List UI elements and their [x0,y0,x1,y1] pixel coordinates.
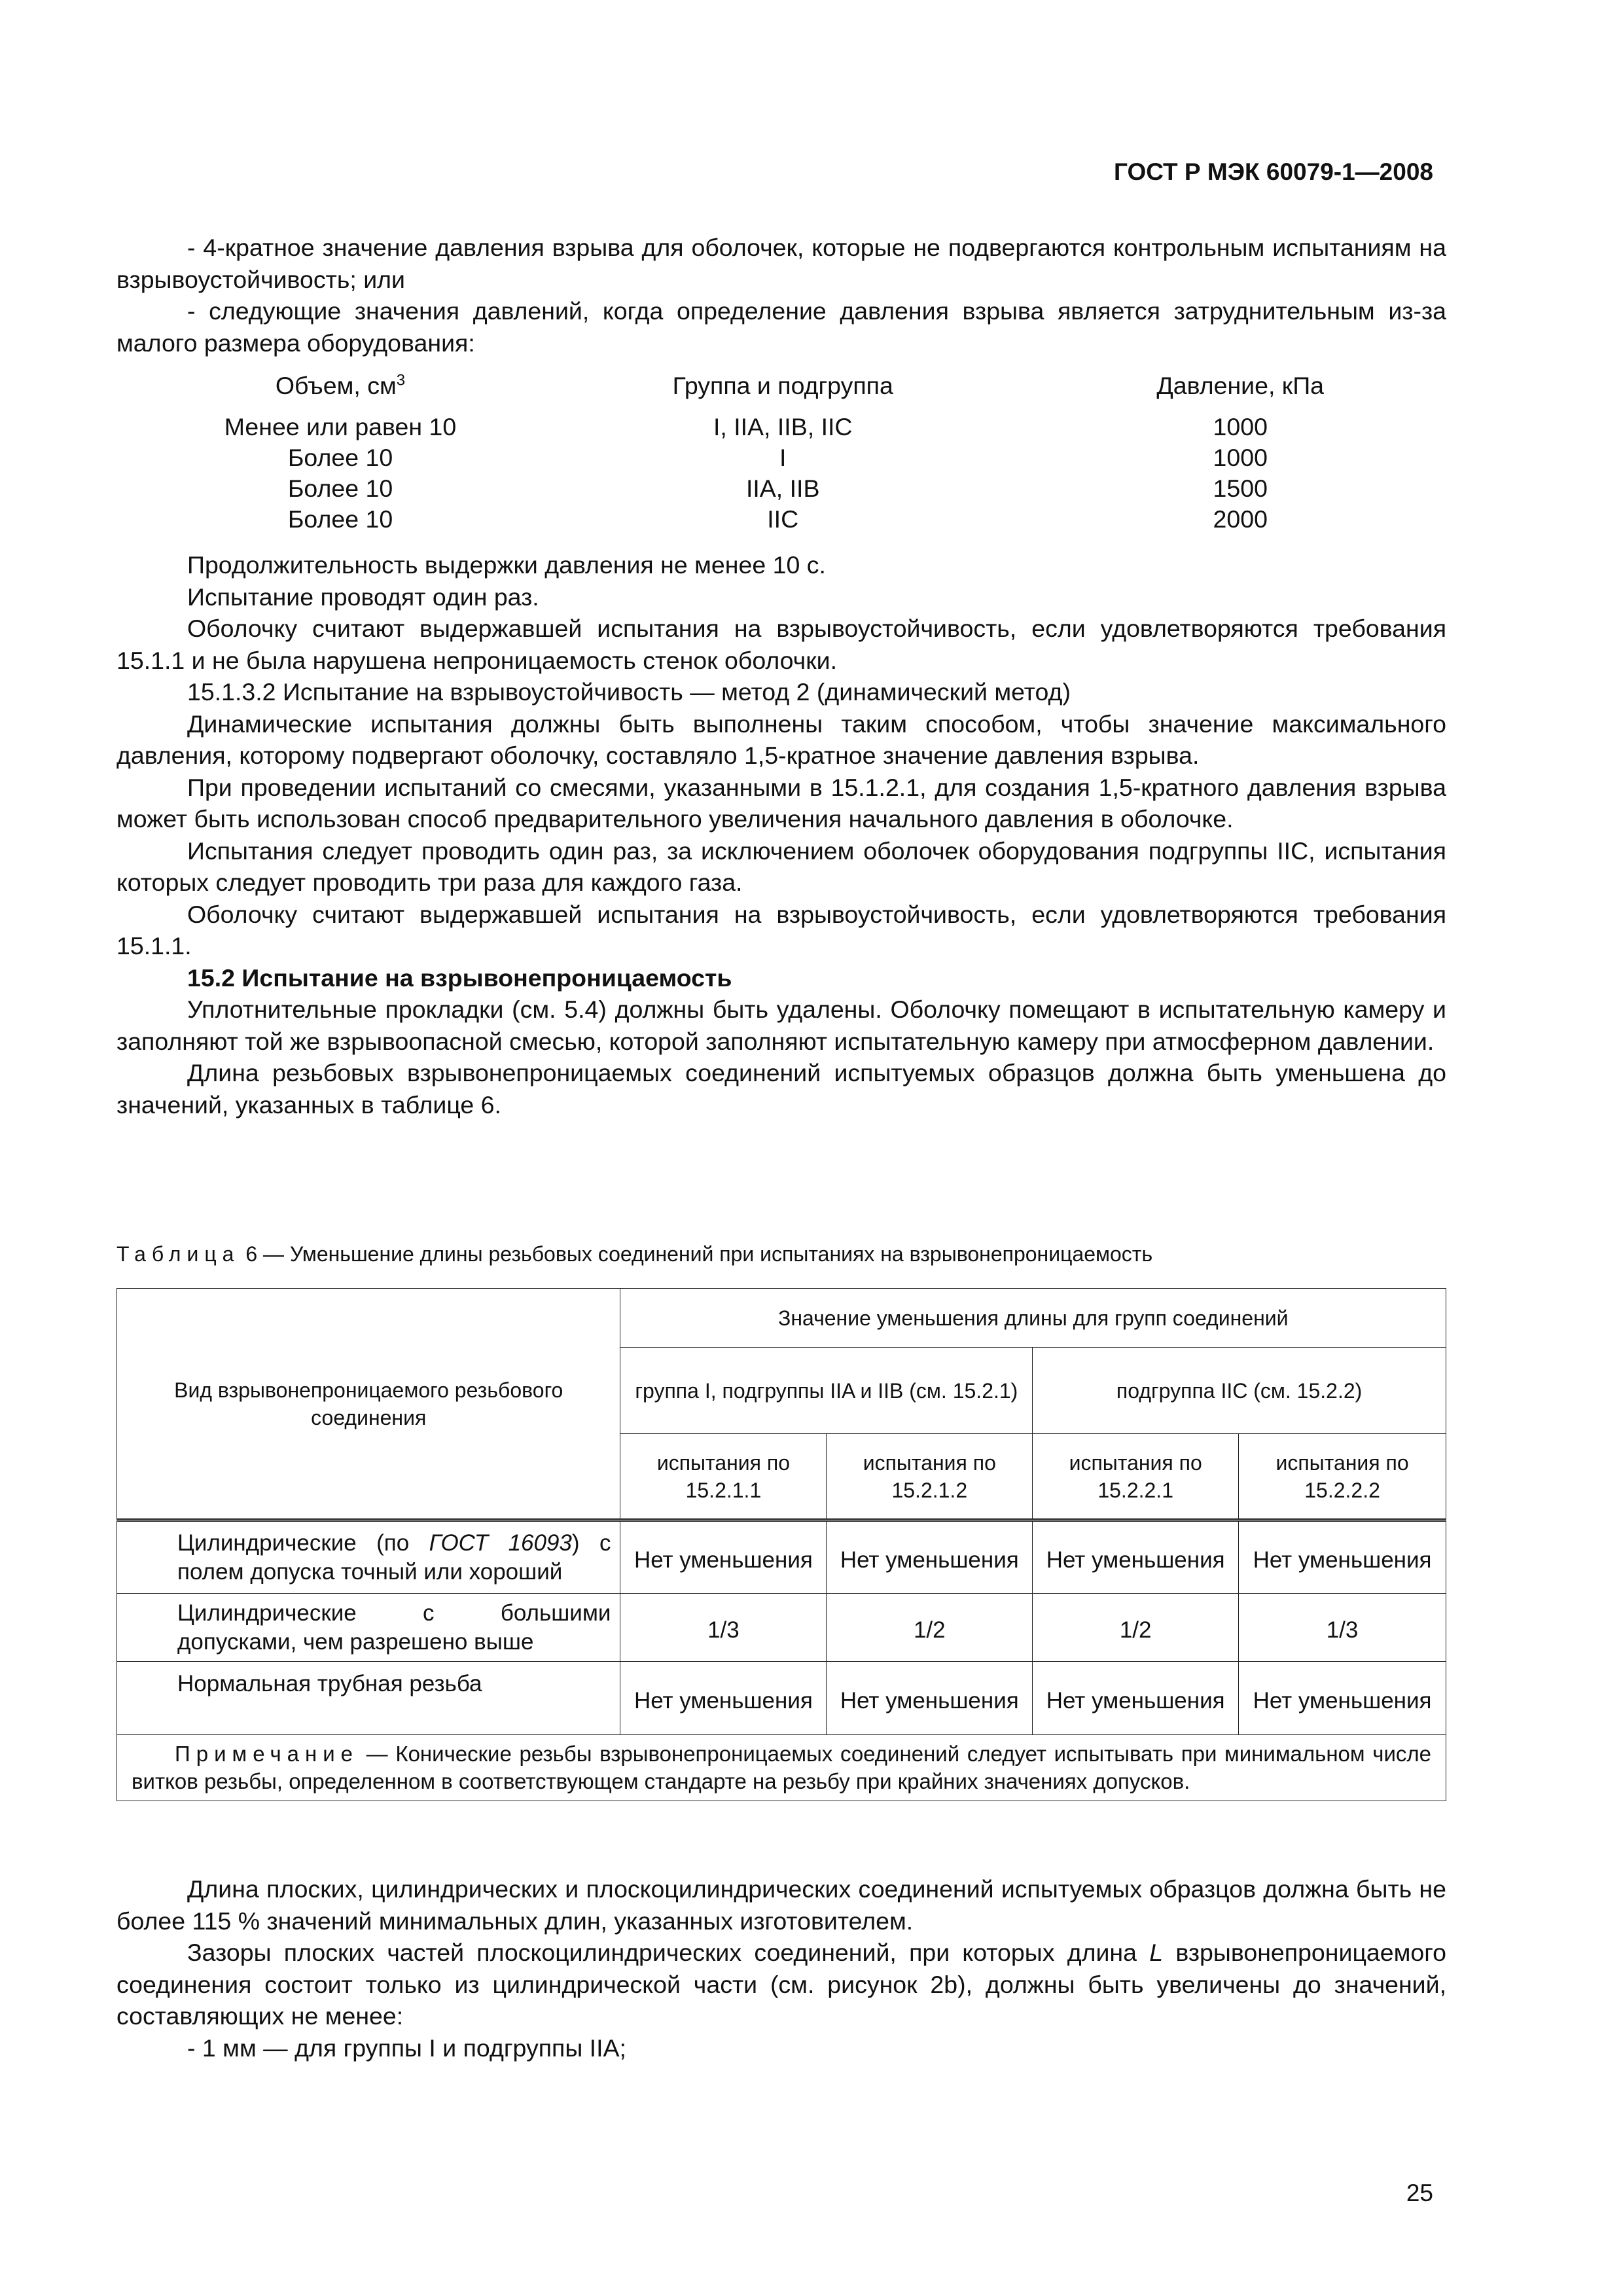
table-note-row [117,1735,1446,1801]
table-test-header: испытания по 15.2.2.1 [1033,1434,1239,1520]
paragraph: Продолжительность выдержки давления не менее 10 с. [187,551,826,579]
table-row [116,412,1446,442]
table-subheader-2: подгруппа IIC (см. 15.2.2) [1033,1348,1446,1434]
body-text-top [116,232,1446,1121]
cell: 2000 [1213,505,1268,533]
table-row [116,442,1446,473]
table-group-header: Значение уменьшения длины для групп соединений [620,1289,1446,1348]
paragraph: - 4-кратное значение давления взрыва для оболочек, которые не подвергаются контрольным испытаниям на взрывоустойчивость; или [116,234,1446,293]
cell: IIA, IIB [745,475,820,502]
note-text: — Конические резьбы взрывонепроницаемых соединений следует испытывать при минимальном числе витков резьбы, определенном в соответствующем стандарте на резьбу при крайних значениях допусков. [132,1742,1431,1793]
table-caption [116,1242,1152,1266]
cell: Нет уменьшения [827,1520,1033,1594]
cell: 1/3 [620,1594,827,1662]
paragraph: Оболочку считают выдержавшей испытания на взрывоустойчивость, если удовлетворяются требования 15.1.1. [116,900,1446,960]
table-6 [116,1288,1446,1801]
paragraph: Длина резьбовых взрывонепроницаемых соединений испытуемых образцов должна быть уменьшена до значений, указанных в таблице 6. [116,1059,1446,1119]
paragraph: Испытания следует проводить один раз, за исключением оболочек оборудования подгруппы IIC, испытания которых следует проводить три раза для каждого газа. [116,836,1446,896]
page-number: 25 [1406,2179,1433,2206]
cell: Нет уменьшения [620,1662,827,1735]
table-test-header: испытания по 15.2.2.2 [1239,1434,1446,1520]
cell: 1/2 [827,1594,1033,1662]
cell: 1/3 [1239,1594,1446,1662]
cell: 1/2 [1033,1594,1239,1662]
cell: 1000 [1213,413,1268,440]
pressure-table-header-group: Группа и подгруппа [672,372,893,399]
table-row [117,1594,1446,1662]
caption-text: 6 — Уменьшение длины резьбовых соединений при испытаниях на взрывонепроницаемость [240,1242,1153,1266]
cell: Нет уменьшения [620,1520,827,1594]
body-text-bottom [116,1873,1446,2064]
table-subheader-1: группа I, подгруппы IIA и IIB (см. 15.2.1) [620,1348,1033,1434]
cell: Нет уменьшения [1239,1520,1446,1594]
table-row [117,1520,1446,1594]
paragraph: Уплотнительные прокладки (см. 5.4) должны быть удалены. Оболочку помещают в испытательную камеру и заполняют той же взрывоопасной смесью, которой заполняют испытательную камеру при атмосферном давлении. [116,996,1446,1055]
paragraph: Динамические испытания должны быть выполнены таким способом, чтобы значение максимального давления, которому подвергают оболочку, составляло 1,5-кратное значение давления взрыва. [116,709,1446,769]
pressure-table [116,370,1446,535]
cell: I [779,444,787,471]
paragraph: Длина плоских, цилиндрических и плоскоцилиндрических соединений испытуемых образцов должна быть не более 115 % значений минимальных длин, указанных изготовителем. [116,1875,1446,1935]
note-label: Примечание [175,1742,359,1766]
table-test-header: испытания по 15.2.1.1 [620,1434,827,1520]
row-label: Нормальная трубная резьба [117,1662,620,1735]
row-label: Цилиндрические с большими допусками, чем разрешено выше [117,1594,620,1662]
paragraph: Испытание проводят один раз. [187,583,539,611]
table-test-header: испытания по 15.2.1.2 [827,1434,1033,1520]
paragraph: Зазоры плоских частей плоскоцилиндрических соединений, при которых длина L взрывонепроницаемого соединения состоит только из цилиндрической части (см. рисунок 2b), должны быть увеличены до значений, составляющих не менее: [116,1939,1446,2030]
cell: Более 10 [287,505,393,533]
table-row [116,504,1446,535]
paragraph: - 1 мм — для группы I и подгруппы IIA; [187,2034,626,2062]
paragraph: - следующие значения давлений, когда определение давления взрыва является затруднительным из-за малого размера оборудования: [116,297,1446,357]
cell: Нет уменьшения [1033,1662,1239,1735]
cell: 1000 [1213,444,1268,471]
cell: IIC [767,505,799,533]
pressure-table-header-volume: Объем, $см^3$ [275,371,406,399]
cell: Более 10 [287,475,393,502]
cell: Нет уменьшения [1239,1662,1446,1735]
paragraph: Оболочку считают выдержавшей испытания на взрывоустойчивость, если удовлетворяются требования 15.1.1 и не была нарушена непроницаемость стенок оболочки. [116,615,1446,674]
section-heading: 15.2 Испытание на взрывонепроницаемость [187,963,732,992]
row-label: Цилиндрические (по ГОСТ 16093) с полем допуска точный или хороший [117,1520,620,1594]
cell: Нет уменьшения [827,1662,1033,1735]
caption-label: Таблица [116,1242,240,1266]
table-rowhead: Вид взрывонепроницаемого резьбового соединения [117,1289,620,1520]
cell: Нет уменьшения [1033,1520,1239,1594]
cell: 1500 [1213,475,1268,502]
subsection-title: 15.1.3.2 Испытание на взрывоустойчивость — метод 2 (динамический метод) [187,678,1071,706]
table-note [117,1735,1446,1801]
table-row [117,1662,1446,1735]
cell: Более 10 [287,444,393,471]
cell: I, IIA, IIB, IIC [713,413,853,440]
paragraph: При проведении испытаний со смесями, указанными в 15.1.2.1, для создания 1,5-кратного давления взрыва может быть использован способ предварительного увеличения начального давления в оболочке. [116,773,1446,833]
table-row [116,473,1446,504]
pressure-table-header-pressure: Давление, кПа [1156,372,1325,399]
cell: Менее или равен 10 [224,413,457,440]
document-header: ГОСТ Р МЭК 60079-1—2008 [1113,158,1433,185]
